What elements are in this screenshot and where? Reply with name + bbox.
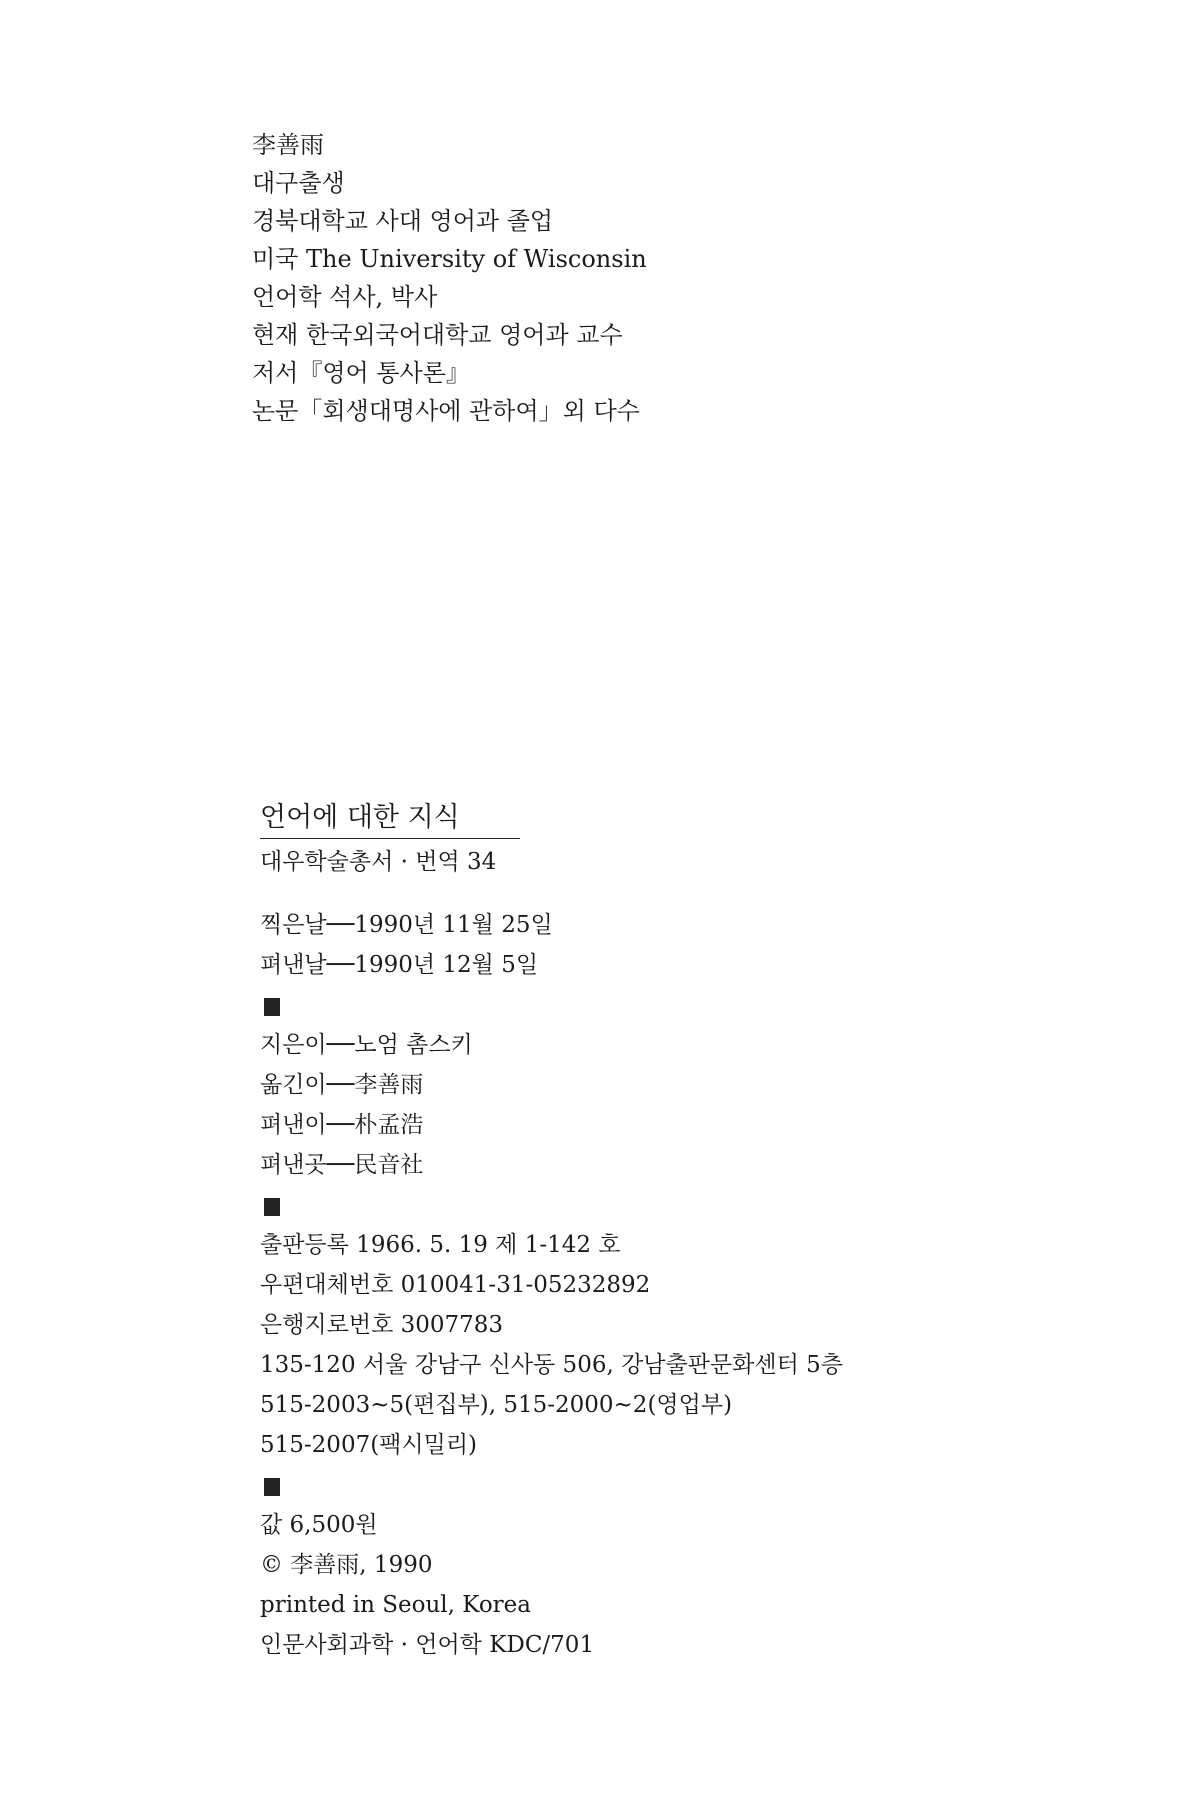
credit-publisher-person: 펴낸이──朴孟浩 (260, 1112, 424, 1138)
credit-publisher-house: 펴낸곳──民音社 (260, 1152, 424, 1178)
section-marker-icon (264, 998, 280, 1016)
author-name: 李善雨 (252, 131, 324, 159)
credits (260, 1025, 843, 1185)
credit-translator: 옮긴이──李善雨 (260, 1072, 424, 1098)
fax-number: 515-2007(팩시밀리) (260, 1432, 478, 1458)
book-series: 대우학술총서 · 번역 34 (260, 849, 497, 875)
bio-graduate-school: 미국 The University of Wisconsin (252, 245, 647, 273)
print-dates (260, 905, 843, 985)
section-marker-icon (264, 1198, 280, 1216)
bio-birthplace: 대구출생 (252, 169, 345, 197)
bio-current-position: 현재 한국외국어대학교 영어과 교수 (252, 321, 623, 349)
bio-undergrad: 경북대학교 사대 영어과 졸업 (252, 207, 554, 235)
bank-giro-number: 은행지로번호 3007783 (260, 1312, 504, 1338)
colophon (260, 800, 843, 1665)
registration: 출판등록 1966. 5. 19 제 1-142 호 (260, 1232, 621, 1258)
section-marker-icon (264, 1478, 280, 1496)
author-bio (252, 126, 647, 430)
phone-numbers: 515-2003~5(편집부), 515-2000~2(영업부) (260, 1392, 733, 1418)
classification: 인문사회과학 · 언어학 KDC/701 (260, 1632, 595, 1658)
publisher-info (260, 1225, 843, 1465)
credit-author: 지은이──노엄 촘스키 (260, 1032, 473, 1058)
published-date: 펴낸날──1990년 12월 5일 (260, 952, 539, 978)
bio-books: 저서『영어 통사론』 (252, 359, 470, 387)
bio-degrees: 언어학 석사, 박사 (252, 283, 438, 311)
bio-papers: 논문「회생대명사에 관하여」외 다수 (252, 397, 640, 425)
printed-date: 찍은날──1990년 11월 25일 (260, 912, 553, 938)
price: 값 6,500원 (260, 1512, 378, 1538)
printed-location: printed in Seoul, Korea (260, 1592, 531, 1618)
book-title: 언어에 대한 지식 (260, 800, 520, 839)
postal-transfer-number: 우편대체번호 010041-31-05232892 (260, 1272, 651, 1298)
copyright: © 李善雨, 1990 (260, 1552, 433, 1578)
address: 135-120 서울 강남구 신사동 506, 강남출판문화센터 5층 (260, 1352, 843, 1378)
pricing-info (260, 1505, 843, 1665)
